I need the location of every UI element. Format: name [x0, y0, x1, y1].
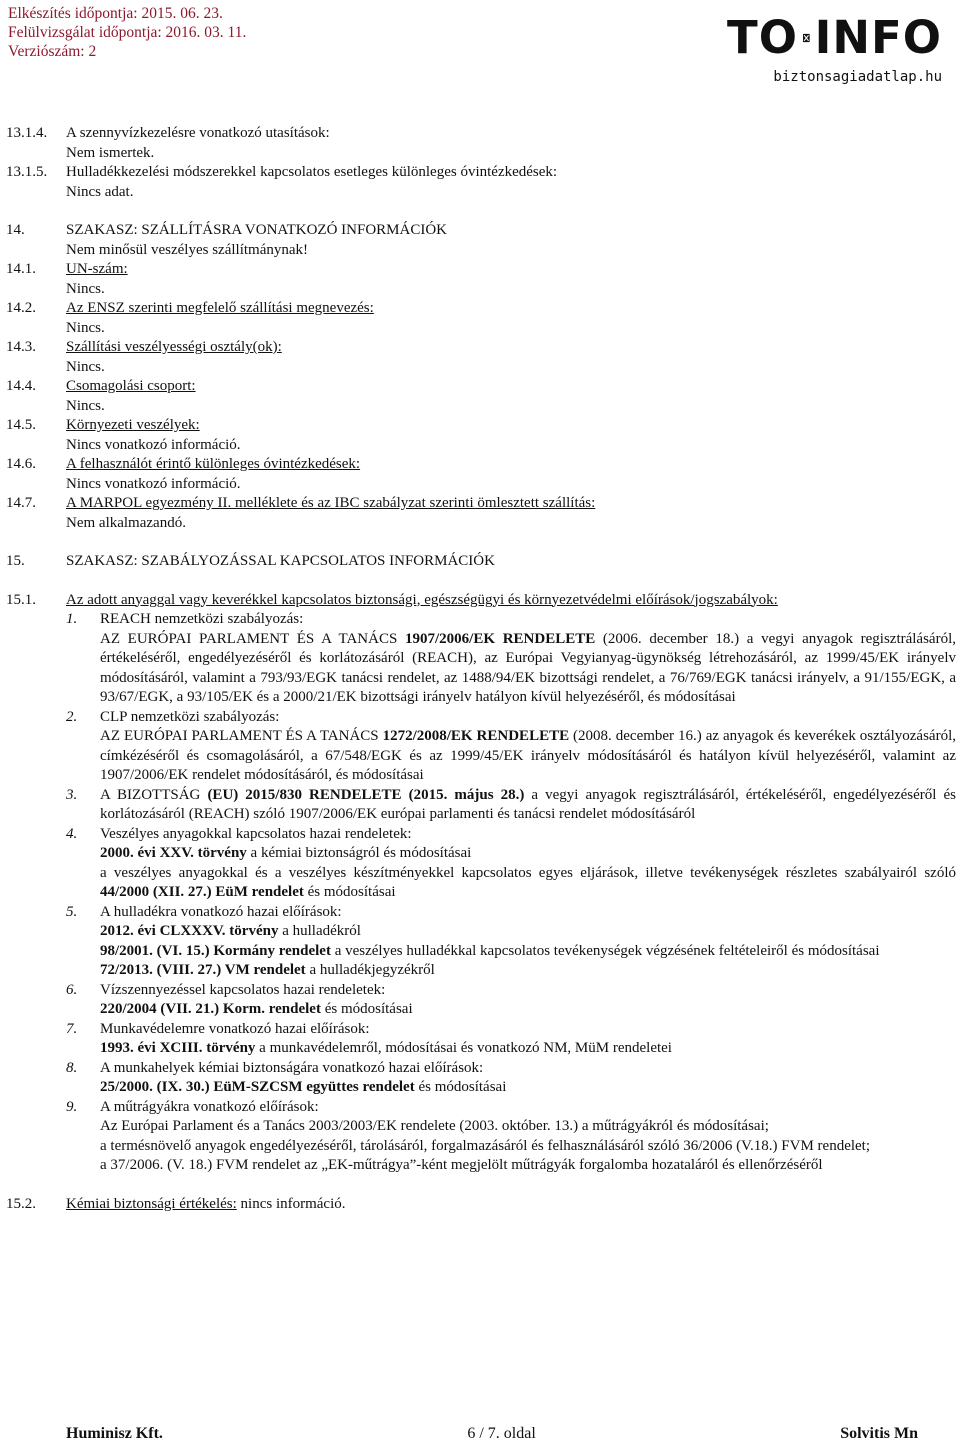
revision-date: Felülvizsgálat időpontja: 2016. 03. 11. — [8, 24, 247, 41]
logo-url: biztonsagiadatlap.hu — [773, 69, 942, 85]
section-14-items: 14.1. UN-szám: Nincs. 14.2. Az ENSZ szerinti megfelelő szállítási megnevezés: Nincs. 14.3. Szállítási veszélyességi osztály(ok): Nincs. 14.4. Csomagolási csoport: Nincs. 14.5. Környezeti veszélyek: Nincs vonatkozó információ. 14.6. A felhasználót érintő különleges óvintézkedések: Nincs vonatkozó információ. 14.7. A MARPOL egyezmény II. melléklete és az IBC szabályzat szerinti ömlesztett szállítás: Nem alkalmazandó. — [6, 260, 956, 533]
reg-list-item-2: 2. CLP nemzetközi szabályozás: AZ EURÓPAI PARLAMENT ÉS A TANÁCS 1272/2008/EK RENDELETE (2008. december 16.) az anyagok és keverékek osztályozásáról, címkézéséről és csomagolásáról, a 67/548/EGK és az 1999/45/EK irányelv módosításáról és hatályon kívül helyezéséről, valamint az 1907/2006/EK rendelet módosításáról, és módosításai — [66, 708, 956, 783]
reg-list-item-9: 9. A műtrágyákra vonatkozó előírások: Az Európai Parlament és a Tanács 2003/2003/EK rendelete (2003. október. 13.) a műtrágyákról és módosításai; a termésnövelő anyagok engedélyezéséről, tárolásáról, forgalmazásáról és felhasználásáról szóló 36/2006 (V.18.) FVM rendelet; a 37/2006. (V. 18.) FVM rendelet az „EK-műtrágya”-ként megjelölt műtrágyák forgalomba hozataláról és ellenőrzéséről — [66, 1098, 871, 1173]
reg-list-item-7: 7. Munkavédelemre vonatkozó hazai előírások: 1993. évi XCIII. törvény a munkavédelemről, módosításai és vonatkozó NM, MüM rendeletei — [66, 1020, 672, 1056]
page-footer — [66, 1424, 918, 1444]
section-15-heading: 15. SZAKASZ: SZABÁLYOZÁSSAL KAPCSOLATOS INFORMÁCIÓK — [6, 553, 495, 569]
item-14-3: 14.3. Szállítási veszélyességi osztály(ok): — [6, 339, 282, 355]
item-14-5: 14.5. Környezeti veszélyek: — [6, 417, 200, 433]
section-14-note: Nem minősül veszélyes szállítmánynak! — [66, 241, 309, 258]
logo-text-left: TO — [727, 11, 798, 64]
footer-company: Huminisz Kft. — [66, 1425, 163, 1442]
reg-list-item-3: 3. A BIZOTTSÁG (EU) 2015/830 RENDELETE (2015. május 28.) a vegyi anyagok regisztrálásáról, értékeléséről, engedélyezéséről és korlátozásáról (REACH) szóló 1907/2006/EK európai parlamenti és tanácsi rendelet módosításáról — [66, 786, 956, 822]
item-13-1-4: 13.1.4. A szennyvízkezelésre vonatkozó utasítások: — [6, 125, 330, 141]
item-14-4: 14.4. Csomagolási csoport: — [6, 378, 196, 394]
reg-list-item-4: 4. Veszélyes anyagokkal kapcsolatos hazai rendeletek: 2000. évi XXV. törvény a kémiai biztonságról és módosításai a veszélyes anyagokkal és a veszélyes készítményekkel kapcsolatos egyes eljárások, illetve tevékenységek részletes szabályairól szóló 44/2000 (XII. 27.) EüM rendelet és módosításai — [66, 825, 956, 900]
reg-list-item-1: 1. REACH nemzetközi szabályozás: AZ EURÓPAI PARLAMENT ÉS A TANÁCS 1907/2006/EK RENDELETE (2006. december 18.) a vegyi anyagok regisztrálásáról, értékeléséről, engedélyezéséről és korlátozásáról (REACH), az Európai Vegyianyag-ügynökség létrehozásáról, az 1999/45/EK irányelv módosításáról, valamint a 793/93/EGK tanácsi rendelet, az 1488/94/EK bizottsági rendelet, a 76/769/EGK tanácsi irányelv, a 91/155/EGK, a 93/67/EGK, a 93/105/EK és a 2000/21/EK bizottsági irányelv hatályon kívül helyezéséről, és módosításai — [66, 611, 956, 705]
toxinfo-logo — [727, 10, 942, 88]
page-number: 6 / 7. oldal — [467, 1425, 536, 1442]
item-15-2: 15.2. Kémiai biztonsági értékelés: nincs információ. — [6, 1195, 346, 1212]
item-13-1-5: 13.1.5. Hulladékkezelési módszerekkel kapcsolatos esetleges különleges óvintézkedések: — [6, 164, 558, 180]
item-14-1: 14.1. UN-szám: — [6, 261, 128, 277]
footer-product: Solvitis Mn — [840, 1425, 918, 1442]
item-14-2: 14.2. Az ENSZ szerinti megfelelő szállítási megnevezés: — [6, 300, 374, 316]
document-header — [8, 4, 246, 61]
item-14-6: 14.6. A felhasználót érintő különleges óvintézkedések: — [6, 456, 361, 472]
logo-text-right: INFO — [814, 11, 942, 64]
item-14-7: 14.7. A MARPOL egyezmény II. melléklete és az IBC szabályzat szerinti ömlesztett szállítás: — [6, 495, 596, 511]
document-body: 13.1.4. A szennyvízkezelésre vonatkozó utasítások: Nem ismertek. 13.1.5. Hulladékkezelési módszerekkel kapcsolatos esetleges különleges óvintézkedések: Nincs adat. 14. SZAKASZ: SZÁLLÍTÁSRA VONATKOZÓ INFORMÁCIÓK Nem minősül veszélyes szállítmánynak! 14.1. UN-szám: Nincs. 14.2. Az ENSZ szerinti megfelelő szállítási megnevezés: Nincs. 14.3. Szállítási veszélyességi osztály(ok): Nincs. 14.4. Csomagolási csoport: Nincs. 14.5. Környezeti veszélyek: Nincs vonatkozó információ. 14.6. A felhasználót érintő különleges óvintézkedések: Nincs vonatkozó információ. 14.7. A MARPOL egyezmény II. melléklete és az IBC szabályzat szerinti ömlesztett szállítás: Nem alkalmazandó. 15. SZAKASZ: SZABÁLYOZÁSSAL KAPCSOLATOS INFORMÁCIÓK 15.1. Az adott anyaggal vagy keverékkel kapcsolatos biztonsági, egészségügyi és környezetvédelmi előírások/jogszabályok: 1. REACH nemzetközi szabályozás: AZ EURÓPAI PARLAMENT ÉS A TANÁCS 1907/2006/EK RENDELETE (2006. december 18.) a vegyi anyagok regisztrálásáról, értékeléséről, engedélyezéséről és korlátozásáról (REACH), az Európai Vegyianyag-ügynökség létrehozásáról, az 1999/45/EK irányelv módosításáról, valamint a 793/93/EGK tanácsi rendelet, az 1488/94/EK bizottsági rendelet, a 76/769/EGK tanácsi irányelv, a 91/155/EGK, a 93/67/EGK, a 93/105/EK és a 2000/21/EK bizottsági irányelv hatályon kívül helyezéséről, és módosításai 2. CLP nemzetközi szabályozás: AZ EURÓPAI PARLAMENT ÉS A TANÁCS 1272/2008/EK RENDELETE (2008. december 16.) az anyagok és keverékek osztályozásáról, címkézéséről és csomagolásáról, a 67/548/EGK és az 1999/45/EK irányelv módosításáról és hatályon kívül helyezéséről, valamint az 1907/2006/EK rendelet módosításáról, és módosításai 3. A BIZOTTSÁG (EU) 2015/830 RENDELETE (2015. május 28.) a vegyi anyagok regisztrálásáról, értékeléséről, engedélyezéséről és korlátozásáról (REACH) szóló 1907/2006/EK európai parlamenti és tanácsi rendelet módosításáról 4. Veszélyes anyagokkal kapcsolatos hazai rendeletek: 2000. évi XXV. törvény a kémiai biztonságról és módosításai a veszélyes anyagokkal és a veszélyes készítményekkel kapcsolatos egyes eljárások, illetve tevékenységek részletes szabályairól szóló 44/2000 (XII. 27.) EüM rendelet és módosításai 5. A hulladékra vonatkozó hazai előírások: 2012. évi CLXXXV. törvény a hulladékról 98/2001. (VI. 15.) Kormány rendelet a veszélyes hulladékkal kapcsolatos tevékenységek végzésének feltételeiről és módosításai 72/2013. (VIII. 27.) VM rendelet a hulladékjegyzékről 6. Vízszennyezéssel kapcsolatos hazai rendeletek: 220/2004 (VII. 21.) Korm. rendelet és módosításai 7. Munkavédelemre vonatkozó hazai előírások: 1993. évi XCIII. törvény a munkavédelemről, módosításai és vonatkozó NM, MüM rendeletei 8. A munkahelyek kémiai biztonságára vonatkozó hazai előírások: 25/2000. (IX. 30.) EüM-SZCSM együttes rendelet és módosításai 9. A műtrágyákra vonatkozó előírások: Az Európai Parlament és a Tanács 2003/2003/EK rendelete (2003. október. 13.) a műtrágyákról és módosításai; a termésnövelő anyagok engedélyezéséről, tárolásáról, forgalmazásáról és felhasználásáról szóló 36/2006 (V.18.) FVM rendelet; a 37/2006. (V. 18.) FVM rendelet az „EK-műtrágya”-ként megjelölt műtrágyák forgalomba hozataláról és ellenőrzéséről 15.2. Kémiai biztonsági értékelés: nincs információ. — [6, 124, 956, 1214]
creation-date: Elkészítés időpontja: 2015. 06. 23. — [8, 5, 223, 22]
version-number: Verziószám: 2 — [8, 43, 97, 60]
x-mark-icon — [803, 12, 810, 64]
reg-list-item-8: 8. A munkahelyek kémiai biztonságára vonatkozó hazai előírások: 25/2000. (IX. 30.) EüM-SZCSM együttes rendelet és módosításai — [66, 1059, 507, 1095]
section-14-heading: 14. SZAKASZ: SZÁLLÍTÁSRA VONATKOZÓ INFORMÁCIÓK — [6, 222, 447, 238]
reg-list-item-5: 5. A hulladékra vonatkozó hazai előírások: 2012. évi CLXXXV. törvény a hulladékról 98/2001. (VI. 15.) Kormány rendelet a veszélyes hulladékkal kapcsolatos tevékenységek végzésének feltételeiről és módosításai 72/2013. (VIII. 27.) VM rendelet a hulladékjegyzékről — [66, 903, 880, 978]
item-15-1: 15.1. Az adott anyaggal vagy keverékkel kapcsolatos biztonsági, egészségügyi és környezetvédelmi előírások/jogszabályok: 1. REACH nemzetközi szabályozás: AZ EURÓPAI PARLAMENT ÉS A TANÁCS 1907/2006/EK RENDELETE (2006. december 18.) a vegyi anyagok regisztrálásáról, értékeléséről, engedélyezéséről és korlátozásáról (REACH), az Európai Vegyianyag-ügynökség létrehozásáról, az 1999/45/EK irányelv módosításáról, valamint a 793/93/EGK tanácsi rendelet, az 1488/94/EK bizottsági rendelet, a 76/769/EGK tanácsi irányelv, a 91/155/EGK, a 93/67/EGK, a 93/105/EK és a 2000/21/EK bizottsági irányelv hatályon kívül helyezéséről, és módosításai 2. CLP nemzetközi szabályozás: AZ EURÓPAI PARLAMENT ÉS A TANÁCS 1272/2008/EK RENDELETE (2008. december 16.) az anyagok és keverékek osztályozásáról, címkézéséről és csomagolásáról, a 67/548/EGK és az 1999/45/EK irányelv módosításáról és hatályon kívül helyezéséről, valamint az 1907/2006/EK rendelet módosításáról, és módosításai 3. A BIZOTTSÁG (EU) 2015/830 RENDELETE (2015. május 28.) a vegyi anyagok regisztrálásáról, értékeléséről, engedélyezéséről és korlátozásáról (REACH) szóló 1907/2006/EK európai parlamenti és tanácsi rendelet módosításáról 4. Veszélyes anyagokkal kapcsolatos hazai rendeletek: 2000. évi XXV. törvény a kémiai biztonságról és módosításai a veszélyes anyagokkal és a veszélyes készítményekkel kapcsolatos egyes eljárások, illetve tevékenységek részletes szabályairól szóló 44/2000 (XII. 27.) EüM rendelet és módosításai 5. A hulladékra vonatkozó hazai előírások: 2012. évi CLXXXV. törvény a hulladékról 98/2001. (VI. 15.) Kormány rendelet a veszélyes hulladékkal kapcsolatos tevékenységek végzésének feltételeiről és módosításai 72/2013. (VIII. 27.) VM rendelet a hulladékjegyzékről 6. Vízszennyezéssel kapcsolatos hazai rendeletek: 220/2004 (VII. 21.) Korm. rendelet és módosításai 7. Munkavédelemre vonatkozó hazai előírások: 1993. évi XCIII. törvény a munkavédelemről, módosításai és vonatkozó NM, MüM rendeletei 8. A munkahelyek kémiai biztonságára vonatkozó hazai előírások: 25/2000. (IX. 30.) EüM-SZCSM együttes rendelet és módosításai 9. A műtrágyákra vonatkozó előírások: Az Európai Parlament és a Tanács 2003/2003/EK rendelete (2003. október. 13.) a műtrágyákról és módosításai; a termésnövelő anyagok engedélyezéséről, tárolásáról, forgalmazásáról és felhasználásáról szóló 36/2006 (V.18.) FVM rendelet; a 37/2006. (V. 18.) FVM rendelet az „EK-műtrágya”-ként megjelölt műtrágyák forgalomba hozataláról és ellenőrzéséről — [6, 591, 956, 1176]
reg-list-item-6: 6. Vízszennyezéssel kapcsolatos hazai rendeletek: 220/2004 (VII. 21.) Korm. rendelet és módosításai — [66, 981, 413, 1017]
